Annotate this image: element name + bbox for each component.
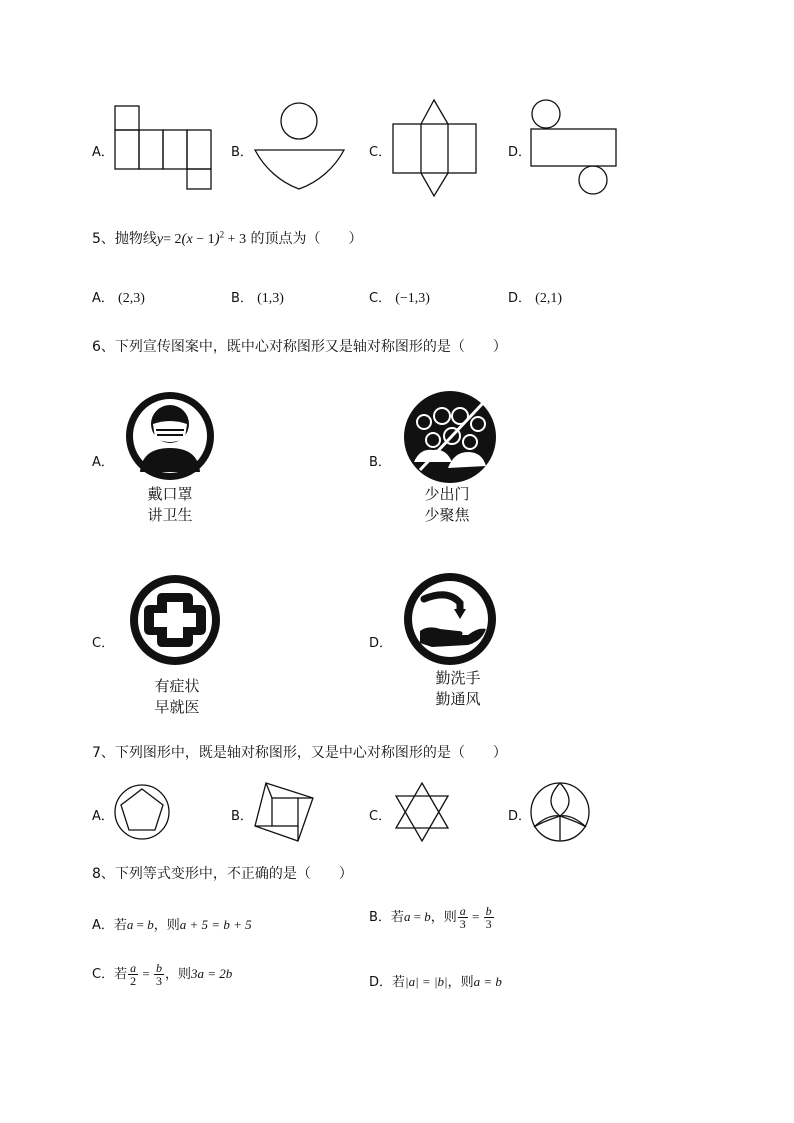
q6-caption-a: 戴口罩 讲卫生 xyxy=(147,485,193,524)
q8-option-d[interactable]: D．若|a| = |b|，则a = b xyxy=(369,974,502,990)
q6-caption-d: 勤洗手 勤通风 xyxy=(435,669,481,708)
hand-washing-icon xyxy=(398,571,502,667)
q4-figure-a-cube-net xyxy=(112,104,214,192)
q8-option-a[interactable]: A．若a = b，则a + 5 = b + 5 xyxy=(92,917,252,933)
q8-stem: 8、下列等式变形中，不正确的是（ ） xyxy=(92,866,353,882)
q4-option-c-label: C． xyxy=(369,145,392,160)
medical-cross-icon xyxy=(124,573,226,667)
q7-figure-a-pentagon-in-circle xyxy=(112,782,172,842)
q4-option-d-label: D． xyxy=(508,145,532,160)
q7-option-d-label: D． xyxy=(508,809,532,824)
q6-option-d-label: D． xyxy=(369,636,393,651)
q7-figure-b-square-pinwheel xyxy=(252,780,318,844)
q6-caption-b: 少出门 少聚焦 xyxy=(424,485,470,524)
q5-stem-post: 的顶点为（ ） xyxy=(250,231,363,247)
q5-stem-pre: 抛物线 xyxy=(114,231,157,247)
q5-number: 5、 xyxy=(92,231,115,247)
q5-stem xyxy=(92,228,363,248)
q4-option-b-label: B． xyxy=(231,145,253,160)
q7-option-a-label: A． xyxy=(92,809,114,824)
mask-icon xyxy=(122,388,218,484)
q6-option-b-label: B． xyxy=(369,455,391,470)
q5-option-a[interactable]: A． (2,3) xyxy=(92,291,145,306)
q7-figure-c-hexagram xyxy=(390,780,454,844)
q7-option-c-label: C． xyxy=(369,809,392,824)
q8-option-c[interactable]: C．若 $\frac{a}{2}$ = $\frac{b}{3}$ ，则3a = 2b xyxy=(92,961,233,988)
q5-option-b[interactable]: B． (1,3) xyxy=(231,291,284,306)
q8-option-b[interactable]: B．若a = b，则 $\frac{a}{3}$ = $\frac{b}{3}$ xyxy=(369,904,492,931)
q7-figure-d-three-arcs-circle xyxy=(528,780,592,844)
q5-formula: $y= 2(x - 1)^2 + 3$ xyxy=(156,229,247,247)
q6-option-c-label: C． xyxy=(92,636,115,651)
q4-figure-d-cylinder-net xyxy=(528,98,620,198)
q6-stem: 6、下列宣传图案中，既中心对称图形又是轴对称图形的是（ ） xyxy=(92,339,507,355)
q7-stem: 7、下列图形中，既是轴对称图形，又是中心对称图形的是（ ） xyxy=(92,745,507,761)
crowd-icon xyxy=(400,390,500,484)
q6-caption-c: 有症状 早就医 xyxy=(154,677,200,716)
q6-option-a-label: A． xyxy=(92,455,114,470)
q5-option-c[interactable]: C． (−1,3) xyxy=(369,291,430,306)
q4-option-a-label: A． xyxy=(92,145,114,160)
q4-figure-c-prism-net xyxy=(390,98,480,198)
q4-figure-b-cone-net xyxy=(252,100,348,194)
q7-option-b-label: B． xyxy=(231,809,253,824)
q5-option-d[interactable]: D． (2,1) xyxy=(508,291,562,306)
